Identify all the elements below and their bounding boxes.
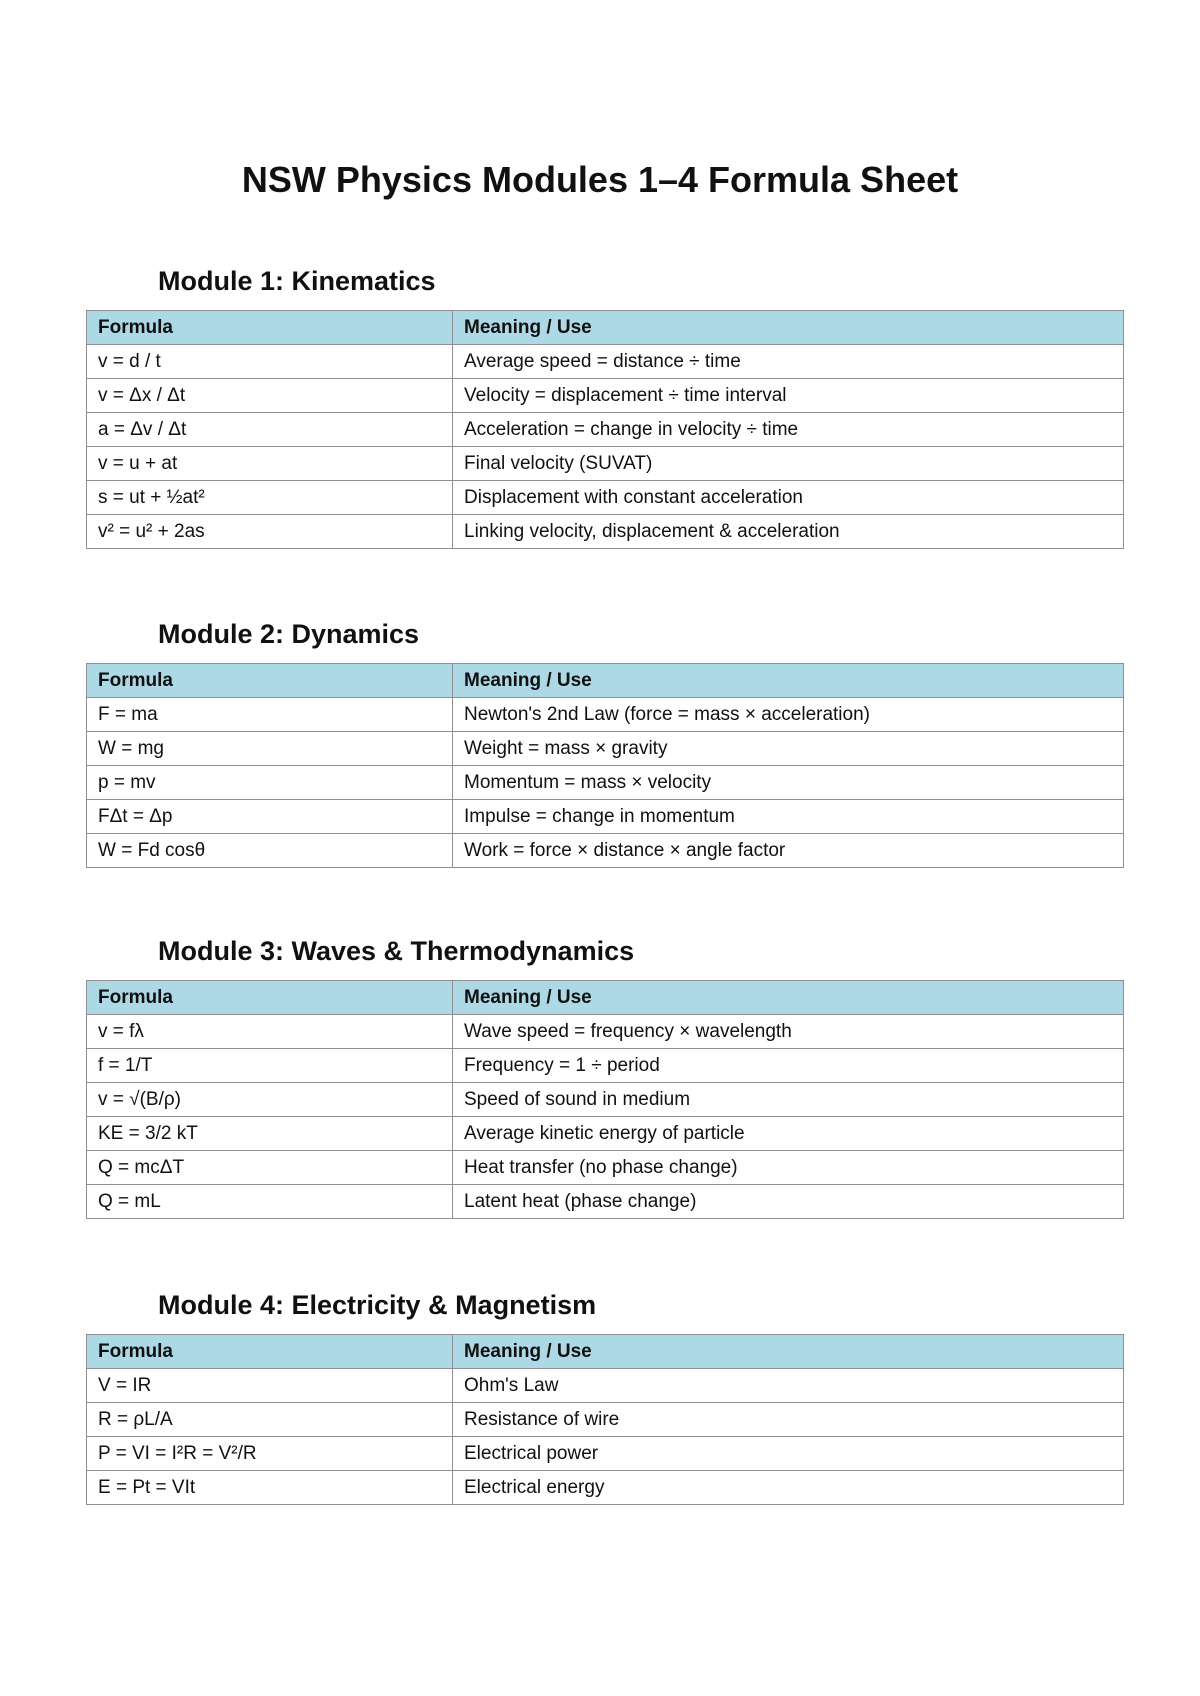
table-row <box>87 1049 1124 1083</box>
table-row <box>87 1151 1124 1185</box>
formula-cell: p = mv <box>87 766 453 800</box>
table-row <box>87 447 1124 481</box>
column-header-meaning: Meaning / Use <box>453 1335 1124 1369</box>
meaning-cell: Electrical power <box>453 1437 1124 1471</box>
meaning-cell: Average kinetic energy of particle <box>453 1117 1124 1151</box>
formula-cell: E = Pt = VIt <box>87 1471 453 1505</box>
meaning-cell: Momentum = mass × velocity <box>453 766 1124 800</box>
column-header-formula: Formula <box>87 1335 453 1369</box>
section-heading: Module 1: Kinematics <box>158 266 436 296</box>
column-header-meaning: Meaning / Use <box>453 981 1124 1015</box>
table-header-row <box>87 1335 1124 1369</box>
column-header-formula: Formula <box>87 311 453 345</box>
table-row <box>87 515 1124 549</box>
meaning-cell: Ohm's Law <box>453 1369 1124 1403</box>
page-title: NSW Physics Modules 1–4 Formula Sheet <box>241 159 959 200</box>
formula-cell: s = ut + ½at² <box>87 481 453 515</box>
table-row <box>87 1083 1124 1117</box>
formula-cell: W = Fd cosθ <box>87 834 453 868</box>
formula-cell: P = VI = I²R = V²/R <box>87 1437 453 1471</box>
section-heading: Module 4: Electricity & Magnetism <box>158 1290 597 1320</box>
table-row <box>87 481 1124 515</box>
meaning-cell: Final velocity (SUVAT) <box>453 447 1124 481</box>
meaning-cell: Heat transfer (no phase change) <box>453 1151 1124 1185</box>
formula-table <box>86 980 1124 1219</box>
table-header-row <box>87 981 1124 1015</box>
column-header-meaning: Meaning / Use <box>453 311 1124 345</box>
meaning-cell: Resistance of wire <box>453 1403 1124 1437</box>
section-heading: Module 3: Waves & Thermodynamics <box>158 936 635 966</box>
formula-cell: f = 1/T <box>87 1049 453 1083</box>
formula-table <box>86 663 1124 868</box>
table-row <box>87 732 1124 766</box>
meaning-cell: Frequency = 1 ÷ period <box>453 1049 1124 1083</box>
meaning-cell: Weight = mass × gravity <box>453 732 1124 766</box>
formula-cell: Q = mL <box>87 1185 453 1219</box>
table-header-row <box>87 311 1124 345</box>
meaning-cell: Wave speed = frequency × wavelength <box>453 1015 1124 1049</box>
meaning-cell: Linking velocity, displacement & acceleration <box>453 515 1124 549</box>
formula-cell: v = u + at <box>87 447 453 481</box>
formula-cell: a = Δv / Δt <box>87 413 453 447</box>
meaning-cell: Displacement with constant acceleration <box>453 481 1124 515</box>
table-row <box>87 1117 1124 1151</box>
table-row <box>87 345 1124 379</box>
formula-cell: FΔt = Δp <box>87 800 453 834</box>
table-row <box>87 698 1124 732</box>
meaning-cell: Work = force × distance × angle factor <box>453 834 1124 868</box>
table-row <box>87 1437 1124 1471</box>
section-module-2 <box>86 617 1123 868</box>
meaning-cell: Average speed = distance ÷ time <box>453 345 1124 379</box>
table-row <box>87 379 1124 413</box>
column-header-formula: Formula <box>87 981 453 1015</box>
section-module-3 <box>86 934 1123 1219</box>
formula-cell: R = ρL/A <box>87 1403 453 1437</box>
formula-cell: KE = 3/2 kT <box>87 1117 453 1151</box>
table-row <box>87 766 1124 800</box>
formula-cell: v² = u² + 2as <box>87 515 453 549</box>
table-row <box>87 1015 1124 1049</box>
table-row <box>87 1471 1124 1505</box>
meaning-cell: Newton's 2nd Law (force = mass × acceleration) <box>453 698 1124 732</box>
column-header-formula: Formula <box>87 664 453 698</box>
formula-table <box>86 1334 1124 1505</box>
formula-cell: F = ma <box>87 698 453 732</box>
section-heading: Module 2: Dynamics <box>158 619 420 649</box>
formula-cell: W = mg <box>87 732 453 766</box>
meaning-cell: Electrical energy <box>453 1471 1124 1505</box>
formula-cell: v = fλ <box>87 1015 453 1049</box>
meaning-cell: Acceleration = change in velocity ÷ time <box>453 413 1124 447</box>
table-row <box>87 1185 1124 1219</box>
section-module-4 <box>86 1288 1123 1505</box>
meaning-cell: Speed of sound in medium <box>453 1083 1124 1117</box>
table-row <box>87 1403 1124 1437</box>
section-module-1 <box>86 264 1123 549</box>
table-row <box>87 1369 1124 1403</box>
table-row <box>87 834 1124 868</box>
table-row <box>87 800 1124 834</box>
formula-cell: v = Δx / Δt <box>87 379 453 413</box>
table-row <box>87 413 1124 447</box>
formula-cell: v = d / t <box>87 345 453 379</box>
meaning-cell: Velocity = displacement ÷ time interval <box>453 379 1124 413</box>
table-header-row <box>87 664 1124 698</box>
column-header-meaning: Meaning / Use <box>453 664 1124 698</box>
formula-cell: v = √(B/ρ) <box>87 1083 453 1117</box>
formula-table <box>86 310 1124 549</box>
formula-cell: Q = mcΔT <box>87 1151 453 1185</box>
meaning-cell: Impulse = change in momentum <box>453 800 1124 834</box>
formula-cell: V = IR <box>87 1369 453 1403</box>
meaning-cell: Latent heat (phase change) <box>453 1185 1124 1219</box>
